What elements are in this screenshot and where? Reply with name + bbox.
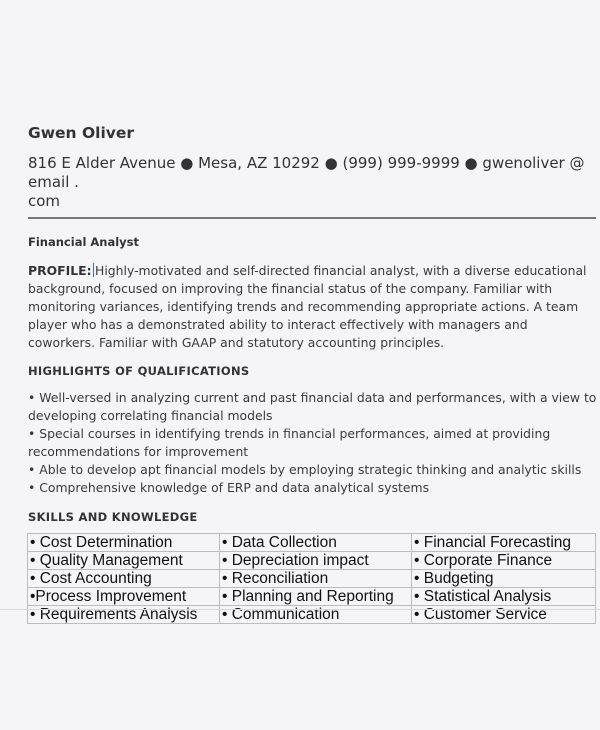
contact-info <box>28 154 598 211</box>
contact-line: 816 E Alder Avenue ● Mesa, AZ 10292 ● (999) 999-9999 ● gwenoliver @ email . <box>28 154 585 191</box>
skills-table <box>27 533 596 624</box>
profile-text: Highly-motivated and self-directed financial analyst, with a diverse educational background, focused on improving the financial status of the company. Familiar with monitoring variances, identifying trends and recommending appropriate actions. A team player who has a demonstrated ability to interact effectively with managers and coworkers. Familiar with GAAP and statutory accounting principles. <box>28 263 587 350</box>
skill-cell: • Reconciliation <box>220 570 412 588</box>
skill-cell: • Planning and Reporting <box>220 588 412 606</box>
job-title: Financial Analyst <box>28 235 140 249</box>
candidate-name: Gwen Oliver <box>28 124 135 142</box>
skill-cell: • Communication <box>220 606 412 624</box>
skill-cell: • Cost Accounting <box>28 570 220 588</box>
table-row <box>28 570 596 588</box>
page-cutoff-line <box>0 609 600 610</box>
contact-line-continued: com <box>28 192 61 210</box>
skill-cell: • Data Collection <box>220 534 412 552</box>
text-cursor <box>93 263 95 277</box>
profile-paragraph[interactable] <box>28 262 598 352</box>
skill-cell: • Quality Management <box>28 552 220 570</box>
profile-label: PROFILE: <box>28 263 92 278</box>
skill-cell: • Corporate Finance <box>412 552 596 570</box>
skill-cell: • Statistical Analysis <box>412 588 596 606</box>
qualification-item: • Well-versed in analyzing current and past financial data and performances, with a view to developing correlating financial models <box>28 390 597 423</box>
skill-cell: •Process Improvement <box>28 588 220 606</box>
skill-cell: • Customer Service <box>412 606 596 624</box>
table-row <box>28 534 596 552</box>
skill-cell: • Requirements Analysis <box>28 606 220 624</box>
skill-cell: • Financial Forecasting <box>412 534 596 552</box>
skill-cell: • Budgeting <box>412 570 596 588</box>
qualification-item: • Special courses in identifying trends in financial performances, aimed at providing recommendations for improvement <box>28 426 551 459</box>
header-divider <box>28 217 596 219</box>
skill-cell: • Cost Determination <box>28 534 220 552</box>
skills-table-region <box>27 533 598 623</box>
qualification-item: • Comprehensive knowledge of ERP and data analytical systems <box>28 480 430 495</box>
skill-cell: • Depreciation impact <box>220 552 412 570</box>
skills-heading: SKILLS AND KNOWLEDGE <box>28 510 198 524</box>
qualifications-heading: HIGHLIGHTS OF QUALIFICATIONS <box>28 364 250 378</box>
qualifications-list <box>28 389 598 497</box>
qualification-item: • Able to develop apt financial models by employing strategic thinking and analytic skills <box>28 462 582 477</box>
table-row <box>28 552 596 570</box>
table-row <box>28 588 596 606</box>
